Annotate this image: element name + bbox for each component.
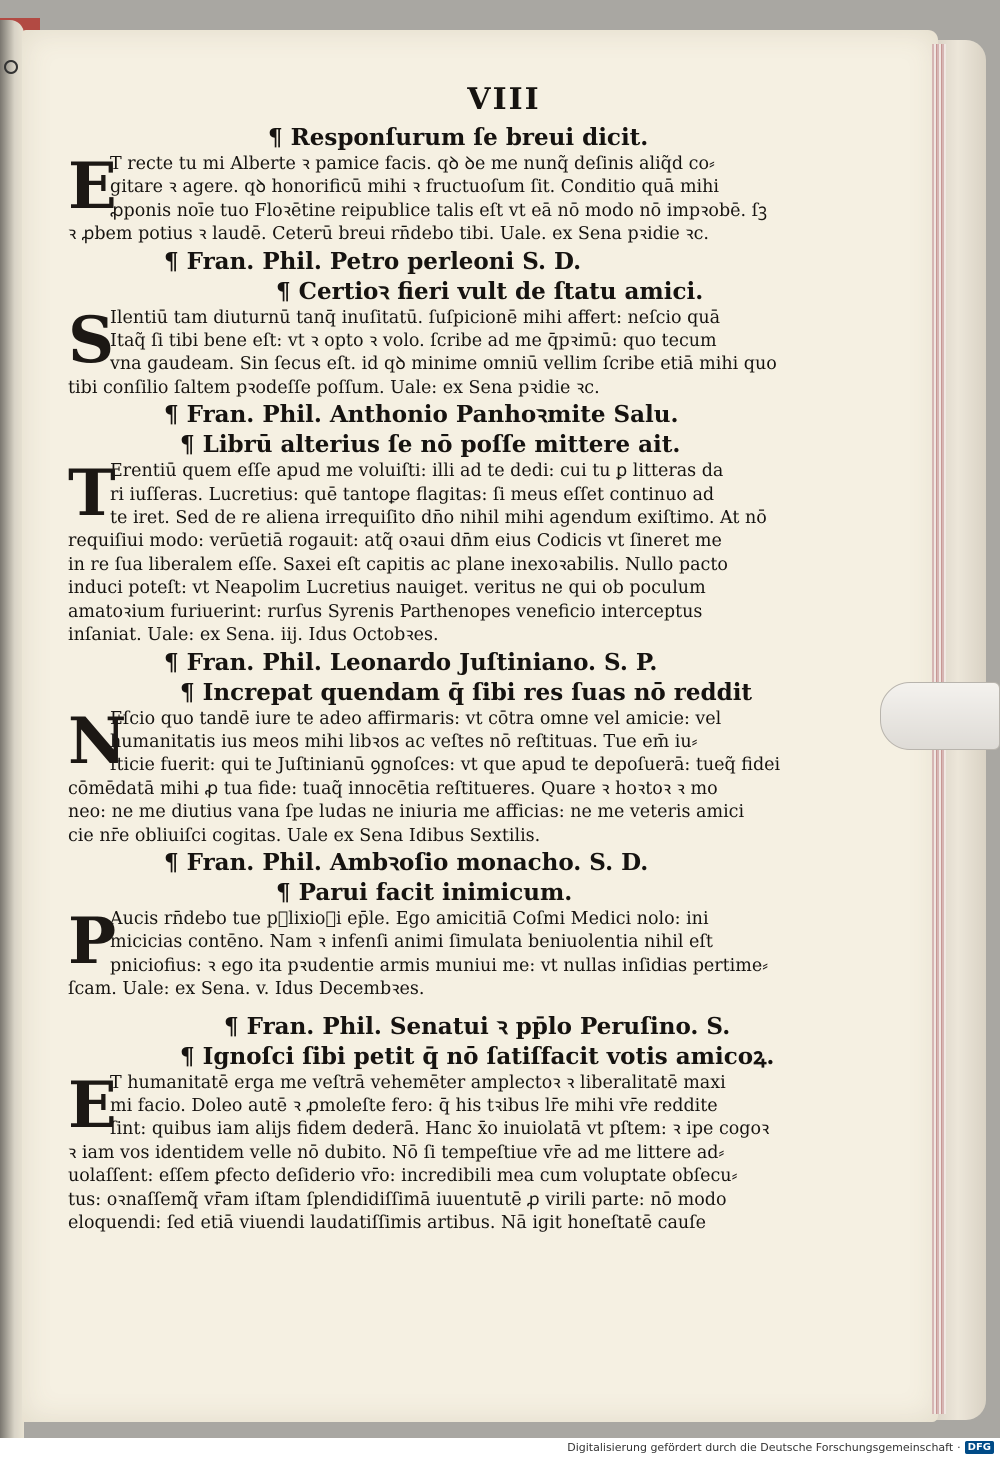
text-line: ꝛ ꝓbem potius ꝛ laudē. Ceterū breui rn̄debo tibi. Uale. ex Sena pꝛidie ꝛc. xyxy=(68,224,709,245)
text-line: ſint: quibus iam alijs fidem dederā. Hanc x̄o inuiolatā vt pſtem: ꝛ ipe cogoꝛ xyxy=(110,1119,770,1140)
section-heading: ¶ Fran. Phil. Petro perleoni S. D. xyxy=(164,247,582,275)
text-line: ſticie fuerit: qui te Juſtinianū ꝯgnoſces: vt que apud te depoſuerā: tueq̃ fidei xyxy=(110,755,781,776)
text-line: ꝛ iam vos identidem velle nō dubito. Nō ſi tempeſtiue vr̄e ad me littere ad⸗ xyxy=(68,1142,725,1163)
section-gap xyxy=(68,1002,820,1012)
letter-paragraph xyxy=(68,149,820,247)
letter-paragraph xyxy=(68,302,820,401)
text-line: ꝓponis noīe tuo Floꝛētine reipublice talis eſt vt eā nō modo nō impꝛobē. ſꝫ xyxy=(110,200,768,221)
drop-initial: T xyxy=(68,456,116,532)
section-heading: ¶ Fran. Phil. Senatui ꝛ pp̄lo Peruſino. S. xyxy=(224,1012,731,1040)
text-line: gitare ꝛ agere. qꝺ honorificū mihi ꝛ fructuoſum ſit. Conditio quā mihi xyxy=(110,177,719,198)
text-line: cie nr̄e obliuiſci cogitas. Uale ex Sena Idibus Sextilis. xyxy=(68,825,541,846)
drop-initial: N xyxy=(68,703,127,779)
text-line: cōmēdatā mihi ꝓ tua fide: tuaq̃ innocētia reſtitueres. Quare ꝛ hoꝛtoꝛ ꝛ mo xyxy=(68,778,718,799)
section-heading: ¶ Increpat quendam q̄ ſibi res ſuas nō reddit xyxy=(180,678,753,706)
section-heading: ¶ Fran. Phil. Leonardo Juſtiniano. S. P. xyxy=(164,648,658,676)
page-text-block xyxy=(68,82,820,1235)
drop-initial: S xyxy=(68,302,115,378)
section-heading: ¶ Librū alterius ſe nō poſſe mittere ait. xyxy=(180,431,681,459)
drop-initial: P xyxy=(68,903,117,979)
text-line: mi facio. Doleo autē ꝛ ꝓmoleſte fero: q̄ his tꝛibus lr̄e mihi vr̄e reddite xyxy=(110,1095,718,1116)
section-heading: ¶ Parui facit inimicum. xyxy=(276,878,573,906)
letter-paragraph xyxy=(68,456,820,647)
text-line: Aucis rn̄debo tue pᷓlixioꝛi ep̄le. Ego amicitiā Coſmi Medici nolo: ini xyxy=(110,908,709,929)
left-cover-board xyxy=(0,20,24,1438)
footer-separator: · xyxy=(957,1441,961,1454)
footer-credit xyxy=(567,1441,994,1454)
text-line: pniciofius: ꝛ ego ita pꝛudentie armis muniui me: vt nullas inſidias pertime⸗ xyxy=(110,955,769,976)
text-line: Itaq̃ ſi tibi bene eſt: vt ꝛ opto ꝛ volo. ſcribe ad me q̄pꝛimū: quo tecum xyxy=(110,331,717,352)
text-line: ſcam. Uale: ex Sena. v. Idus Decembꝛes. xyxy=(68,979,425,1000)
text-line: tibi conſilio ſaltem pꝛodeſſe poſſum. Uale: ex Sena pꝛidie ꝛc. xyxy=(68,377,600,398)
text-line: te iret. Sed de re aliena irrequiſito dn̄o nihil mihi agendum exiſtimo. At nō xyxy=(110,508,767,529)
text-line: amatoꝛium furiuerint: rurſus Syrenis Parthenopes veneficio interceptus xyxy=(68,601,703,622)
footer-text: Digitalisierung gefördert durch die Deutsche Forschungsgemeinschaft xyxy=(567,1441,954,1454)
text-line: tus: oꝛnaſſemq̃ vr̄am iſtam ſplendidiſſimā iuuentutē ꝓ virili parte: nō modo xyxy=(68,1189,727,1210)
text-line: in re ſua liberalem eſſe. Saxei eſt capitis ac plane inexoꝛabilis. Nullo pacto xyxy=(68,554,728,575)
text-line: induci poteſt: vt Neapolim Lucretius nauiget. veritus ne qui ob poculum xyxy=(68,578,706,599)
text-line: neo: ne me diutius vana ſpe ludas ne iniuria me afficias: ne me veteris amici xyxy=(68,802,745,823)
text-line: vna gaudeam. Sin ſecus eſt. id qꝺ minime omniū vellim ſcribe etiā mihi quo xyxy=(110,354,777,375)
section-heading: ¶ Fran. Phil. Anthonio Panhoꝛmite Salu. xyxy=(164,401,679,429)
text-line: requiſiui modo: verūetiā rogauit: atq̃ oꝛaui dn̄m eius Codicis vt ſineret me xyxy=(68,531,722,552)
section-heading: ¶ Ignoſci ſibi petit q̄ nō ſatiſfacit votis amicoꝝ. xyxy=(180,1042,775,1070)
letter-paragraph xyxy=(68,1067,820,1236)
text-line: T recte tu mi Alberte ꝛ pamice facis. qꝺ ꝺe me nunq̃ deſinis aliq̃d co⸗ xyxy=(110,154,715,174)
text-line: Erentiū quem eſſe apud me voluiſti: illi ad te dedi: cui tu ꝑ litteras da xyxy=(110,461,724,482)
text-line: Eſcio quo tandē iure te adeo affirmaris: vt cōtra omne vel amicie: vel xyxy=(110,708,722,729)
drop-initial: E xyxy=(68,149,117,224)
text-line: humanitatis ius meos mihi libꝛos ac veſtes nō reſtituas. Tue em̄ iu⸗ xyxy=(110,731,698,752)
text-line: uolaſſent: eſſem ꝑfecto deſiderio vr̄o: incredibili mea cum voluptate obſecu⸗ xyxy=(68,1166,738,1187)
section-heading: ¶ Certioꝛ fieri vult de ſtatu amici. xyxy=(276,277,704,305)
folio-number: VIII xyxy=(467,82,541,117)
text-line: T humanitatē erga me veſtrā vehemēter amplectoꝛ ꝛ liberalitatē maxi xyxy=(110,1072,726,1093)
page-clip-tab xyxy=(880,682,1000,750)
section-heading: ¶ Fran. Phil. Ambꝛoſio monacho. S. D. xyxy=(164,848,649,876)
dfg-logo-icon: DFG xyxy=(965,1441,994,1454)
text-line: inſaniat. Uale: ex Sena. iij. Idus Octobꝛes. xyxy=(68,625,439,646)
letter-paragraph xyxy=(68,903,820,1002)
text-line: Ilentiū tam diuturnū tanq̄ inuſitatū. ſuſpicionē mihi affert: neſcio quā xyxy=(110,307,721,328)
drop-initial: E xyxy=(68,1067,117,1143)
section-heading: ¶ Responſurum ſe breui dicit. xyxy=(268,124,649,151)
text-line: micicias contēno. Nam ꝛ infenſi animi ſimulata beniuolentia nihil eſt xyxy=(110,932,713,953)
text-line: ri iuſſeras. Lucretius: quē tantoꝑe flagitas: ſi meus eſſet continuo ad xyxy=(110,484,715,505)
text-line: eloquendi: ſed etiā viuendi laudatiſſimis artibus. Nā igit̄ honeſtatē cauſe xyxy=(68,1213,706,1233)
letter-paragraph xyxy=(68,703,820,848)
